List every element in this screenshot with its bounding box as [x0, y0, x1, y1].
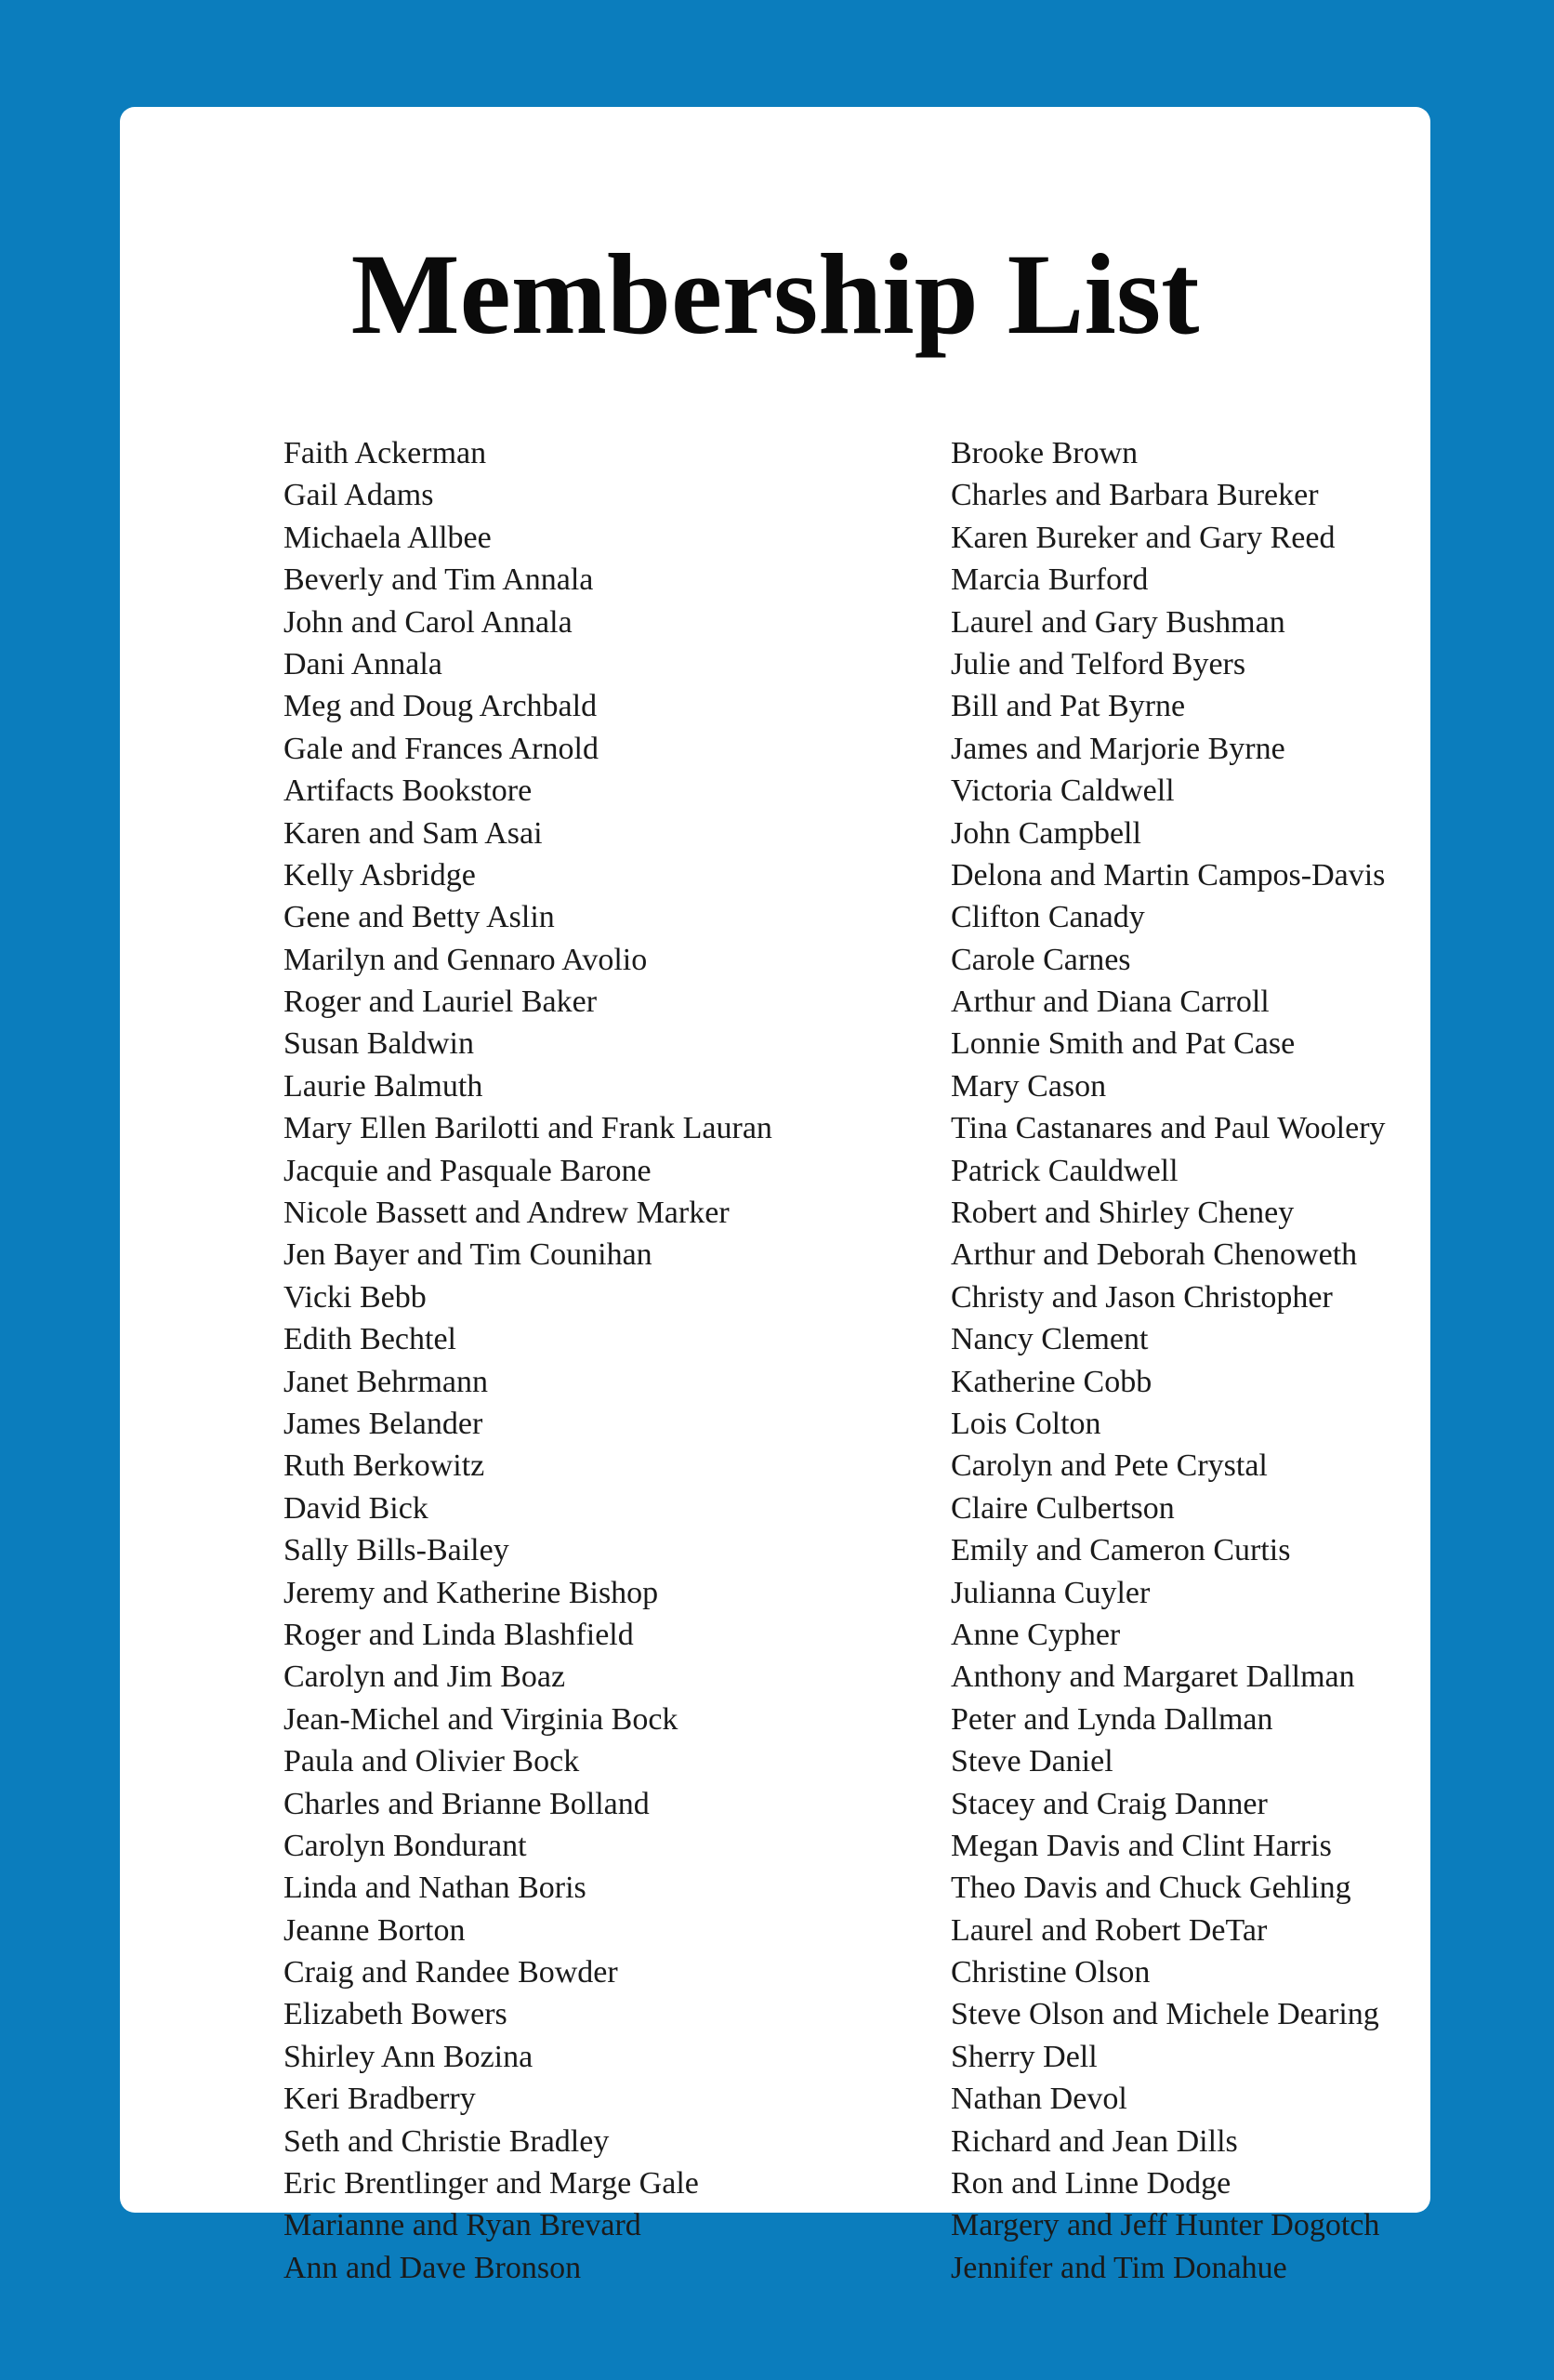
member-name: Mary Ellen Barilotti and Frank Lauran — [283, 1111, 772, 1146]
member-name: Richard and Jean Dills — [951, 2123, 1238, 2159]
member-name: Laurel and Gary Bushman — [951, 604, 1285, 640]
member-name: Karen and Sam Asai — [283, 815, 543, 851]
member-name: Carolyn and Jim Boaz — [283, 1659, 566, 1695]
member-name: Margery and Jeff Hunter Dogotch — [951, 2208, 1380, 2243]
member-name: Carolyn and Pete Crystal — [951, 1448, 1268, 1484]
member-name: Linda and Nathan Boris — [283, 1871, 586, 1906]
member-name: Julie and Telford Byers — [951, 646, 1246, 681]
member-name: Ron and Linne Dodge — [951, 2166, 1231, 2202]
member-name: John Campbell — [951, 815, 1141, 851]
member-name: Karen Bureker and Gary Reed — [951, 520, 1336, 555]
member-name: Craig and Randee Bowder — [283, 1955, 618, 1990]
member-name: Peter and Lynda Dallman — [951, 1701, 1273, 1737]
member-name: Jennifer and Tim Donahue — [951, 2250, 1287, 2285]
member-name: Keri Bradberry — [283, 2082, 476, 2117]
member-name: Gale and Frances Arnold — [283, 731, 599, 766]
member-name: Gail Adams — [283, 478, 434, 513]
member-name: Julianna Cuyler — [951, 1575, 1151, 1610]
member-name: Jean-Michel and Virginia Bock — [283, 1701, 678, 1737]
member-name: Lois Colton — [951, 1406, 1101, 1441]
member-name: Sherry Dell — [951, 2039, 1098, 2074]
member-name: Steve Daniel — [951, 1744, 1113, 1779]
member-name: Victoria Caldwell — [951, 774, 1175, 809]
member-name: Robert and Shirley Cheney — [951, 1196, 1295, 1231]
member-name: Roger and Linda Blashfield — [283, 1617, 634, 1652]
member-name: John and Carol Annala — [283, 604, 573, 640]
member-name: Megan Davis and Clint Harris — [951, 1828, 1332, 1863]
member-name: Seth and Christie Bradley — [283, 2123, 610, 2159]
member-name: Janet Behrmann — [283, 1364, 488, 1399]
member-name: Shirley Ann Bozina — [283, 2039, 533, 2074]
member-name: Delona and Martin Campos-Davis — [951, 857, 1386, 892]
member-name: Michaela Allbee — [283, 520, 492, 555]
member-name: Roger and Lauriel Baker — [283, 985, 598, 1020]
member-name: Carole Carnes — [951, 942, 1131, 977]
member-name: Elizabeth Bowers — [283, 1997, 507, 2032]
member-name: Lonnie Smith and Pat Case — [951, 1026, 1296, 1062]
member-name: Kelly Asbridge — [283, 857, 476, 892]
member-name: Stacey and Craig Danner — [951, 1786, 1268, 1821]
member-name: Bill and Pat Byrne — [951, 689, 1186, 724]
member-list-right-column — [951, 432, 1386, 2289]
member-name: Ann and Dave Bronson — [283, 2250, 582, 2285]
member-name: Jacquie and Pasquale Barone — [283, 1153, 652, 1188]
member-name: Faith Ackerman — [283, 436, 487, 470]
member-name: Theo Davis and Chuck Gehling — [951, 1871, 1351, 1906]
member-name: Jen Bayer and Tim Counihan — [283, 1237, 652, 1273]
member-name: Susan Baldwin — [283, 1026, 474, 1062]
member-name: Ruth Berkowitz — [283, 1448, 485, 1484]
member-name: Clifton Canady — [951, 900, 1145, 935]
member-name: Nancy Clement — [951, 1322, 1149, 1357]
member-name: Anthony and Margaret Dallman — [951, 1659, 1355, 1695]
member-name: Arthur and Deborah Chenoweth — [951, 1237, 1358, 1273]
member-name: Paula and Olivier Bock — [283, 1744, 580, 1779]
member-name: Charles and Barbara Bureker — [951, 478, 1319, 513]
member-name: Edith Bechtel — [283, 1322, 457, 1357]
membership-card — [120, 107, 1430, 2285]
member-name: Beverly and Tim Annala — [283, 562, 594, 598]
member-name: Emily and Cameron Curtis — [951, 1533, 1291, 1568]
member-name: Meg and Doug Archbald — [283, 689, 598, 724]
member-name: Christy and Jason Christopher — [951, 1279, 1333, 1315]
member-name: Tina Castanares and Paul Woolery — [951, 1111, 1386, 1146]
member-name: Marcia Burford — [951, 562, 1149, 598]
member-name: Sally Bills-Bailey — [283, 1533, 509, 1568]
member-name: Eric Brentlinger and Marge Gale — [283, 2166, 699, 2202]
member-name: Jeanne Borton — [283, 1912, 466, 1948]
member-name: Marilyn and Gennaro Avolio — [283, 942, 648, 977]
member-name: Christine Olson — [951, 1955, 1151, 1990]
member-name: James Belander — [283, 1406, 483, 1441]
member-name: Brooke Brown — [951, 436, 1139, 470]
member-name: Anne Cypher — [951, 1617, 1121, 1652]
member-list-left-column — [283, 432, 772, 2289]
member-name: Carolyn Bondurant — [283, 1828, 527, 1863]
member-name: James and Marjorie Byrne — [951, 731, 1285, 766]
member-name: Mary Cason — [951, 1068, 1107, 1104]
member-name: Nathan Devol — [951, 2082, 1127, 2117]
member-name: Jeremy and Katherine Bishop — [283, 1575, 659, 1610]
member-name: David Bick — [283, 1490, 428, 1526]
member-name: Artifacts Bookstore — [283, 774, 533, 809]
member-name: Laurie Balmuth — [283, 1068, 483, 1104]
member-name: Dani Annala — [283, 646, 442, 681]
member-name: Katherine Cobb — [951, 1364, 1152, 1399]
member-name: Charles and Brianne Bolland — [283, 1786, 650, 1821]
member-name: Gene and Betty Aslin — [283, 900, 555, 935]
member-name: Arthur and Diana Carroll — [951, 985, 1270, 1020]
member-name: Claire Culbertson — [951, 1490, 1175, 1526]
member-name: Patrick Cauldwell — [951, 1153, 1179, 1188]
member-name: Steve Olson and Michele Dearing — [951, 1997, 1379, 2032]
member-name: Nicole Bassett and Andrew Marker — [283, 1196, 730, 1231]
member-name: Laurel and Robert DeTar — [951, 1912, 1268, 1948]
member-name: Marianne and Ryan Brevard — [283, 2208, 641, 2243]
member-name: Vicki Bebb — [283, 1279, 427, 1315]
page-title: Membership List — [350, 231, 1200, 358]
